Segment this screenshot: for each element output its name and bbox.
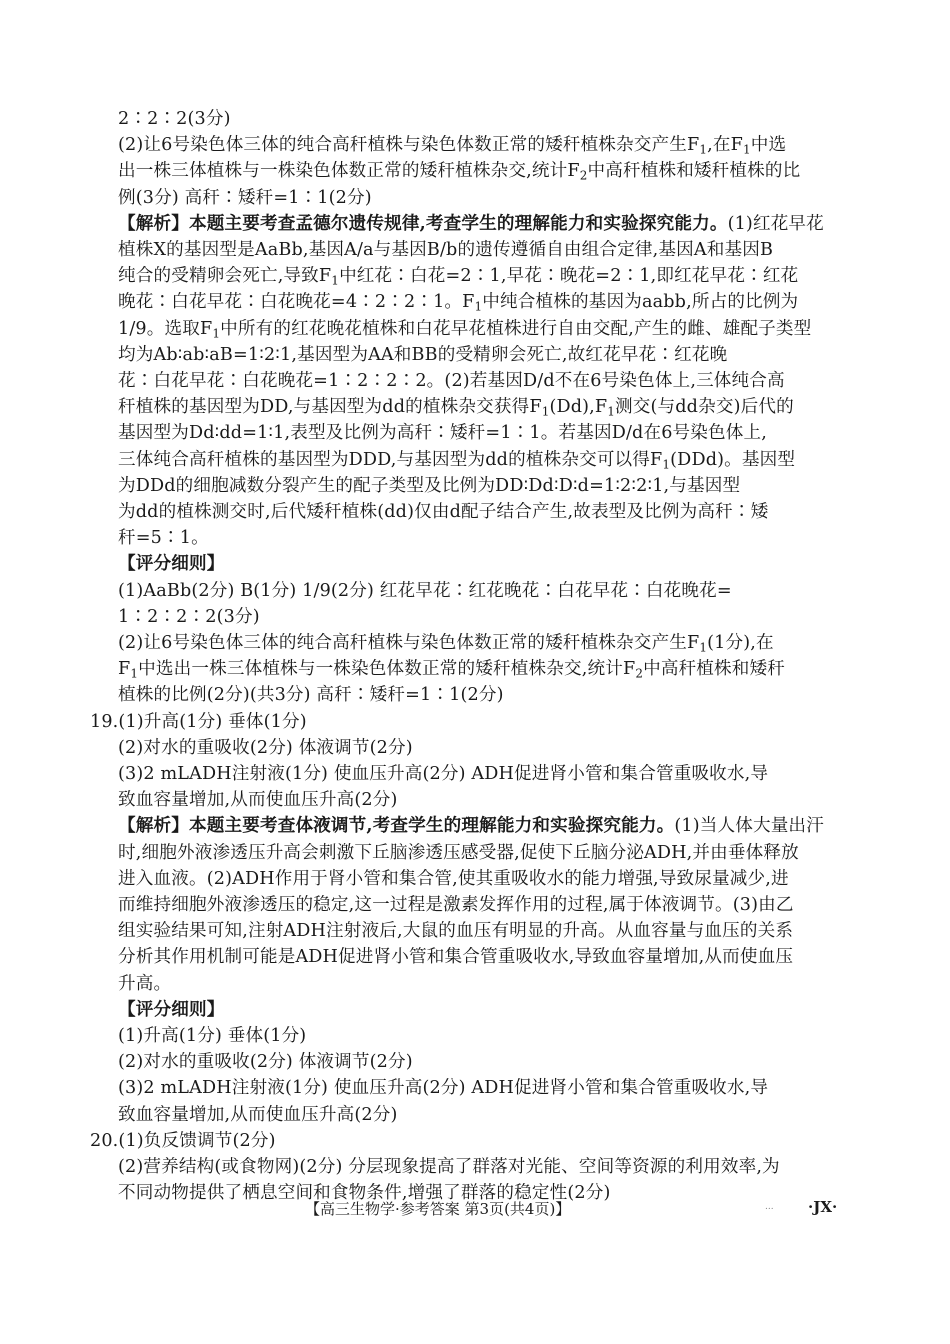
analysis-heading: 【解析】本题主要考查孟德尔遗传规律,考查学生的理解能力和实验探究能力。	[118, 212, 728, 234]
answer-line: (2)让6号染色体三体的纯合高秆植株与染色体数正常的矮秆植株杂交产生$F_1(1$分),在	[118, 633, 774, 655]
answer-line: 秆=5∶1。	[118, 528, 209, 549]
answer-line: (1)升高(1分) 垂体(1分)	[118, 1026, 307, 1046]
answer-line: 升高。	[118, 973, 172, 994]
answer-line: 植株的比例(2分)(共3分) 高秆∶矮秆=1∶1(2分)	[118, 685, 504, 706]
answer-line: 为DDd的细胞减数分裂产生的配子类型及比例为DD∶Dd∶D∶d=1∶2∶2∶1,与基因型	[118, 475, 741, 496]
answer-line: (3)2 mLADH注射液(1分) 使血压升高(2分) ADH促进肾小管和集合管重吸收水,导	[118, 1078, 769, 1099]
question-line: 20.(1)负反馈调节(2分)	[90, 1130, 276, 1151]
answer-line: (3)2 mLADH注射液(1分) 使血压升高(2分) ADH促进肾小管和集合管重吸收水,导	[118, 764, 769, 784]
answer-line: (2)对水的重吸收(2分) 体液调节(2分)	[118, 1052, 413, 1073]
answer-line: 均为Ab∶ab∶aB=1∶2∶1,基因型为AA和BB的受精卵会死亡,故红花早花∶红花晚	[118, 344, 728, 365]
answer-line: 不同动物提供了栖息空间和食物条件,增强了群落的稳定性(2分)	[118, 1183, 611, 1204]
answer-line: (2)对水的重吸收(2分) 体液调节(2分)	[118, 737, 413, 758]
answer-line: 出一株三体植株与一株染色体数正常的矮秆植株杂交,统计$F_2$中高秆植株和矮秆植株的比	[118, 161, 801, 183]
answer-line: 1/9。选取$F_1$中所有的红花晚花植株和白花早花植株进行自由交配,产生的雌、雄配子类型	[118, 318, 812, 340]
answer-line: 秆植株的基因型为DD,与基因型为dd的植株杂交获得$F_1(Dd),F_1$测交(与dd杂交)后代的	[118, 397, 794, 419]
analysis-text: (1)红花早花	[727, 213, 824, 234]
answer-line: 致血容量增加,从而使血压升高(2分)	[118, 790, 398, 811]
analysis-line	[118, 813, 863, 839]
section-heading: 【评分细则】	[118, 998, 225, 1020]
footer-mark: ...	[765, 1202, 774, 1212]
answer-line: 分析其作用机制可能是ADH促进肾小管和集合管重吸收水,导致血容量增加,从而使血压	[118, 947, 794, 968]
answer-line: 2∶2∶2(3分)	[118, 109, 231, 129]
answer-line: 晚花∶白花早花∶白花晚花=4∶2∶2∶1。$F_1$中纯合植株的基因为aabb,所占的比例为	[118, 292, 799, 314]
answer-line: 植株X的基因型是AaBb,基因A/a与基因B/b的遗传遵循自由组合定律,基因A和基因B	[118, 240, 774, 260]
footer-code: ·JX·	[808, 1198, 838, 1216]
analysis-line	[118, 211, 863, 237]
answer-line: 时,细胞外液渗透压升高会刺激下丘脑渗透压感受器,促使下丘脑分泌ADH,并由垂体释放	[118, 842, 799, 863]
answer-line: 三体纯合高秆植株的基因型为DDD,与基因型为dd的植株杂交可以得$F_1(DDd)$。基因型	[118, 449, 796, 471]
answer-line: (2)让6号染色体三体的纯合高秆植株与染色体数正常的矮秆植株杂交产生$F_1$,在$F_1$中选	[118, 135, 787, 157]
answer-line: 花∶白花早花∶白花晚花=1∶2∶2∶2。(2)若基因D/d不在6号染色体上,三体纯合高	[118, 371, 785, 391]
answer-line: 致血容量增加,从而使血压升高(2分)	[118, 1104, 398, 1125]
answer-line: 而维持细胞外液渗透压的稳定,这一过程是激素发挥作用的过程,属于体液调节。(3)由乙	[118, 895, 794, 915]
answer-line: 1∶2∶2∶2(3分)	[118, 606, 260, 627]
answer-line: 为dd的植株测交时,后代矮秆植株(dd)仅由d配子结合产生,故表型及比例为高秆∶矮	[118, 502, 769, 522]
answer-line: 例(3分) 高秆∶矮秆=1∶1(2分)	[118, 187, 372, 208]
answer-line: 纯合的受精卵会死亡,导致$F_1$中红花∶白花=2∶1,早花∶晚花=2∶1,即红花早花∶红花	[118, 266, 799, 288]
answer-line: 进入血液。(2)ADH作用于肾小管和集合管,使其重吸收水的能力增强,导致尿量减少,进	[118, 868, 789, 889]
page-footer	[0, 1198, 950, 1228]
footer-page-info: 【高三生物学·参考答案 第3页(共4页)】	[305, 1200, 571, 1218]
answer-line: 组实验结果可知,注射ADH注射液后,大鼠的血压有明显的升高。从血容量与血压的关系	[118, 921, 794, 942]
section-heading: 【评分细则】	[118, 553, 225, 575]
analysis-text: (1)当人体大量出汗	[674, 816, 824, 837]
answer-line: $F_1$中选出一株三体植株与一株染色体数正常的矮秆植株杂交,统计$F_2$中高秆植株和矮秆	[118, 659, 786, 681]
answer-line: (1)AaBb(2分) B(1分) 1/9(2分) 红花早花∶红花晚花∶白花早花∶白花晚花=	[118, 580, 732, 601]
analysis-heading: 【解析】本题主要考查体液调节,考查学生的理解能力和实验探究能力。	[118, 815, 675, 837]
answer-line: 基因型为Dd∶dd=1∶1,表型及比例为高秆∶矮秆=1∶1。若基因D/d在6号染色体上,	[118, 423, 768, 444]
answer-line: (2)营养结构(或食物网)(2分) 分层现象提高了群落对光能、空间等资源的利用效率,为	[118, 1157, 780, 1177]
question-line: 19.(1)升高(1分) 垂体(1分)	[90, 711, 307, 732]
